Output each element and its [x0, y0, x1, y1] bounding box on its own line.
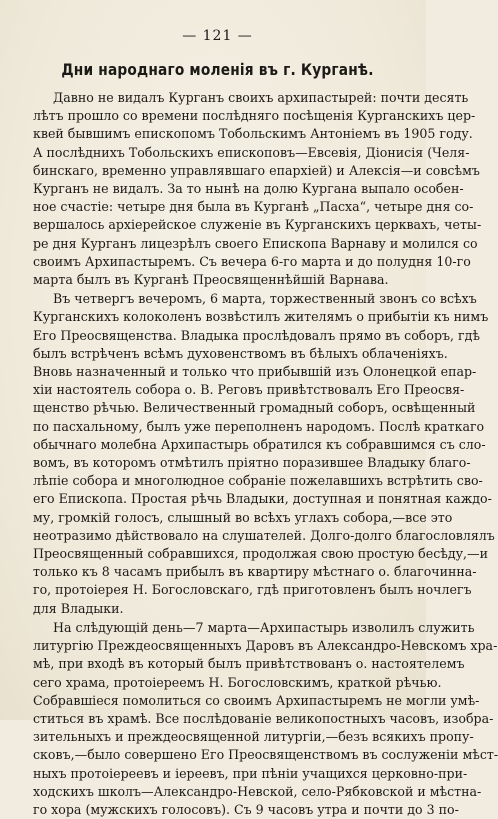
text-line: А послѣднихъ Тобольскихъ епископовъ—Евсевія, Діонисія (Челя-: [33, 144, 470, 160]
paragraph: [33, 89, 482, 289]
text-line: хіи настоятель собора о. В. Реговъ привѣтствовалъ Его Преосвя-: [33, 382, 465, 398]
text-line: ре дня Курганъ лицезрѣлъ своего Епископа Варнаву и молился со: [33, 235, 478, 251]
text-line: Преосвященный собравшихся, продолжая свою простую бесѣду,—и: [33, 546, 489, 562]
text-line: для Владыки.: [33, 600, 124, 616]
text-line: Курганъ не видалъ. За то нынѣ на долю Кургана выпало особен-: [33, 181, 464, 197]
text-line: лѣпіе собора и многолюдное собраніе пожелавшихъ встрѣтить сво-: [33, 473, 483, 489]
text-line: На слѣдующій день—7 марта—Архипастырь изволилъ служить: [53, 619, 475, 635]
text-line: марта былъ въ Курганѣ Преосвященнѣйшій Варнава.: [33, 272, 389, 288]
text-line: Курганскихъ колоколенъ возвѣстилъ жителямъ о прибытіи къ нимъ: [33, 309, 489, 325]
text-line: мѣ, при входѣ въ который былъ привѣтствованъ о. настоятелемъ: [33, 656, 465, 672]
text-line: бинскаго, временно управлявшаго епархіей) и Алексія—и совсѣмъ: [33, 162, 480, 178]
text-line: вомъ, въ которомъ отмѣтилъ пріятно поразившее Владыку благо-: [33, 455, 471, 471]
paragraph: [33, 290, 495, 618]
text-line: ное счастіе: четыре дня была въ Курганѣ „Пасха“, четыре дня со-: [33, 199, 474, 215]
text-line: зительныхъ и преждеосвященной литургіи,—безъ всякихъ пропу-: [33, 729, 474, 745]
text-line: обычнаго молебна Архипастырь обратился къ собравшимся съ сло-: [33, 436, 486, 452]
paragraph: [33, 619, 498, 819]
article-title: Дни народнаго моленія въ г. Курганѣ.: [61, 60, 374, 79]
page-number: — 121 —: [182, 28, 253, 44]
text-line: Давно не видалъ Курганъ своихъ архипастырей: почти десять: [53, 90, 469, 105]
text-line: сего храма, протоіереемъ Н. Богословскимъ, краткой рѣчью.: [33, 674, 442, 690]
text-line: только къ 8 часамъ прибылъ въ квартиру мѣстнаго о. благочинна-: [33, 564, 477, 580]
text-line: щенство рѣчью. Величественный громадный соборъ, освѣщенный: [33, 400, 476, 416]
text-line: квей бывшимъ епископомъ Тобольскимъ Антоніемъ въ 1905 году.: [33, 126, 473, 142]
text-line: Въ четвергъ вечеромъ, 6 марта, торжественный звонъ со всѣхъ: [53, 291, 477, 307]
text-line: Его Преосвященства. Владыка прослѣдовалъ прямо въ соборъ, гдѣ: [33, 327, 480, 343]
text-line: былъ встрѣченъ всѣмъ духовенствомъ въ бѣлыхъ облаченіяхъ.: [33, 345, 448, 361]
text-line: своимъ Архипастыремъ. Съ вечера 6-го марта и до полудня 10-го: [33, 253, 471, 269]
text-line: ныхъ протоіереевъ и іереевъ, при пѣніи учащихся церковно-при-: [33, 765, 468, 781]
text-line: его Епископа. Простая рѣчь Владыки, доступная и понятная каждо-: [33, 491, 492, 507]
text-line: го хора (мужскихъ голосовъ). Съ 9 часовъ утра и почти до 3 по-: [33, 801, 459, 817]
text-line: по пасхальному, былъ уже переполненъ народомъ. Послѣ краткаго: [33, 418, 485, 434]
text-line: ститься въ храмѣ. Все послѣдованіе великопостныхъ часовъ, изобра-: [33, 710, 494, 726]
text-line: неотразимо дѣйствовало на слушателей. Долго-долго благословлялъ: [33, 527, 495, 543]
text-line: го, протоіерея Н. Богословскаго, гдѣ приготовленъ былъ ночлегъ: [33, 582, 472, 598]
text-line: литургію Преждеосвященныхъ Даровъ въ Александро-Невскомъ хра-: [33, 638, 498, 654]
text-line: ходскихъ школъ—Александро-Невской, село-Рябковской и мѣстна-: [33, 783, 482, 799]
text-line: сковъ,—было совершено Его Преосвященствомъ въ сослуженіи мѣст-: [33, 747, 498, 763]
text-line: Собравшіеся помолиться со своимъ Архипастыремъ не могли умѣ-: [33, 692, 480, 708]
article-body: [33, 89, 498, 819]
text-line: вершалось архіерейское служеніе въ Курганскихъ церквахъ, четы-: [33, 217, 482, 233]
text-line: Вновь назначенный и только что прибывшій изъ Олонецкой епар-: [33, 364, 477, 380]
text-line: лѣтъ прошло со времени послѣдняго посѣщенія Курганскихъ цер-: [33, 108, 476, 124]
text-line: му, громкій голосъ, слышный во всѣхъ углахъ собора,—все это: [33, 509, 453, 525]
